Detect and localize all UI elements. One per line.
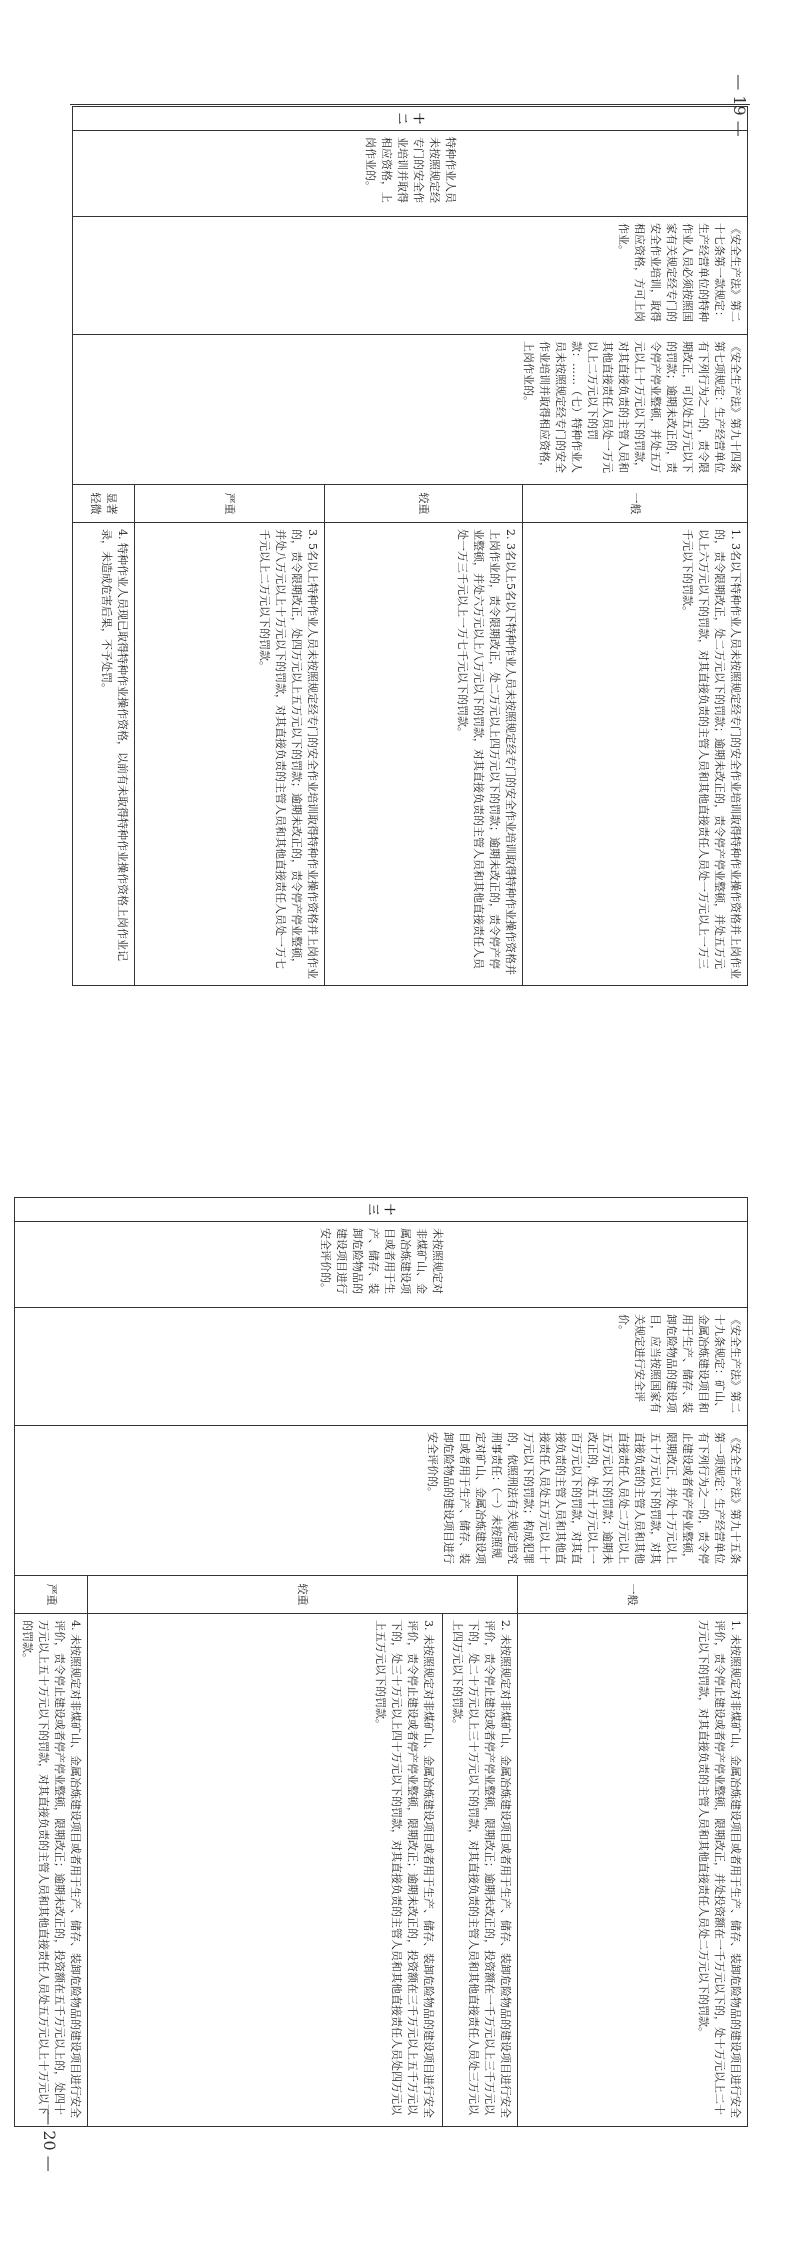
section-number: 十三 [15, 1198, 748, 1222]
level-label: 严重 [135, 485, 325, 523]
level-label: 较重 [88, 1576, 518, 1614]
table-top-rule [70, 104, 750, 105]
penalty-table-top [72, 106, 748, 986]
penalty-item: 2. 未按照规定对非煤矿山、金属冶炼建设项目或者用于生产、储存、装卸危险物品的建设项目进行安全评价，责令停止建设或者停产停业整顿，限期改正；逾期未改正的，投资额在一千万元以上三千万元以下的，处二十万元以上三十万元以下的罚款，对其直接负责的主管人员和其他直接责任人员处三万元以上四万元以下的罚款。 [451, 1620, 512, 2118]
violation-description: 未按照规定对非煤矿山、金属冶炼建设项目或者用于生产、储存、装卸危险物品的建设项目进行安全评价的。 [15, 1222, 748, 1308]
penalty-basis: 《安全生产法》第九十五条第一项规定：生产经营单位有下列行为之一的，责令停止建设或者停产停业整顿，限期改正，并处十万元以上五十万元以下的罚款，对其直接负责的主管人员和其他直接责任人员处二万元以上五万元以下的罚款；逾期未改正的，处五十万元以上一百万元以下的罚款，对其直接负责的主管人员和其他直接责任人员处五万元以上十万元以下的罚款；构成犯罪的，依照刑法有关规定追究刑事责任：（一）未按照规定对矿山、金属冶炼建设项目或者用于生产、储存、装卸危险物品的建设项目进行安全评价的。 [15, 1426, 748, 1576]
penalty-item: 3. 未按照规定对非煤矿山、金属冶炼建设项目或者用于生产、储存、装卸危险物品的建设项目进行安全评价，责令停止建设或者停产停业整顿，限期改正；逾期未改正的，投资额在三千万元以上五千万元以下的，处三十万元以上四十万元以下的罚款，对其直接负责的主管人员和其他直接责任人员处四万元以上五万元以下的罚款。 [373, 1614, 444, 2126]
level-label: 严重 [15, 1576, 88, 1614]
legal-basis: 《安全生产法》第二十九条规定：矿山、金属冶炼建设项目和用于生产、储存、装卸危险物品的建设项目，应当按照国家有关规定进行安全评价。 [15, 1308, 748, 1426]
violation-description: 特种作业人员未按照规定经专门的安全作业培训并取得相应资格，上岗作业的。 [73, 131, 748, 217]
level-label: 较重 [325, 485, 523, 523]
document-page-19 [0, 0, 793, 1126]
penalty-standard: 1. 3名以下特种作业人员未按照规定经专门的安全作业培训取得特种作业操作资格并上岗作业的，责令限期改正，处二万元以下的罚款；逾期未改正的，责令停产停业整顿，并处五万元以上六万元以下的罚款，对其直接负责的主管人员和其他直接责任人员处一万元以上一万三千元以下的罚款。 [523, 523, 748, 986]
legal-basis: 《安全生产法》第二十七条第一款规定：生产经营单位的特种作业人员必须按照国家有关规定经专门的安全作业培训，取得相应资格，方可上岗作业。 [73, 217, 748, 335]
document-page-20 [0, 1127, 793, 2253]
level-label: 一般 [523, 485, 748, 523]
page-number: — 19 — [729, 74, 749, 137]
penalty-standard: 1. 未按照规定对非煤矿山、金属冶炼建设项目或者用于生产、储存、装卸危险物品的建设项目进行安全评价，责令停止建设或者停产停业整顿，限期改正，并处投资额在一千万元以下的，处十万元以上二十万元以下的罚款，对其直接负责的主管人员和其他直接责任人员处二万元以下的罚款。 [518, 1614, 748, 2127]
penalty-standard: 4. 未按照规定对非煤矿山、金属冶炼建设项目或者用于生产、储存、装卸危险物品的建设项目进行安全评价，责令停止建设或者停产停业整顿，限期改正；逾期未改正的，投资额在五千万元以上的，处四十万元以上五十万元以下的罚款，对其直接负责的主管人员和其他直接责任人员处五万元以上十万元以下的罚款。 [15, 1614, 88, 2127]
section-number: 十二 [73, 107, 748, 131]
penalty-table-bottom [21, 1197, 748, 2127]
level-label: 显著轻微 [73, 485, 135, 523]
penalty-standard: 2. 3名以上5名以下特种作业人员未按照规定经专门的安全作业培训取得特种作业操作资格并上岗作业的，责令限期改正，处二万元以上四万元以下的罚款；逾期未改正的，责令停产停业整顿，并处六万元以上八万元以下的罚款，对其直接负责的主管人员和其他直接责任人员处一万三千元以上一万七千元以下的罚款。 [325, 523, 523, 986]
penalty-standard: 3. 5名以上特种作业人员未按照规定经专门的安全作业培训取得特种作业操作资格并上岗作业的，责令限期改正，处四万元以上五万元以下的罚款；逾期未改正的，责令停产停业整顿，并处八万元以上十万元以下的罚款，对其直接负责的主管人员和其他直接责任人员处一万七千元以上二万元以下的罚款。 [135, 523, 325, 986]
page-number: — 20 — [39, 2109, 59, 2172]
penalty-basis: 《安全生产法》第九十四条第七项规定：生产经营单位有下列行为之一的，责令限期改正，可以处五万元以下的罚款；逾期未改正的，责令停产停业整顿，并处五万元以上十万元以下的罚款，对其直接负责的主管人员和其他直接责任人员处一万元以上二万元以下的罚款：……（七）特种作业人员未按照规定经专门的安全作业培训并取得相应资格，上岗作业的。 [73, 335, 748, 485]
level-label: 一般 [518, 1576, 748, 1614]
penalty-standard: 4. 特种作业人员现已取得特种作业操作资格，以前有未取得特种作业操作资格上岗作业记录，未造成危害后果，不予处罚。 [73, 523, 135, 986]
penalty-standard [88, 1614, 518, 2127]
